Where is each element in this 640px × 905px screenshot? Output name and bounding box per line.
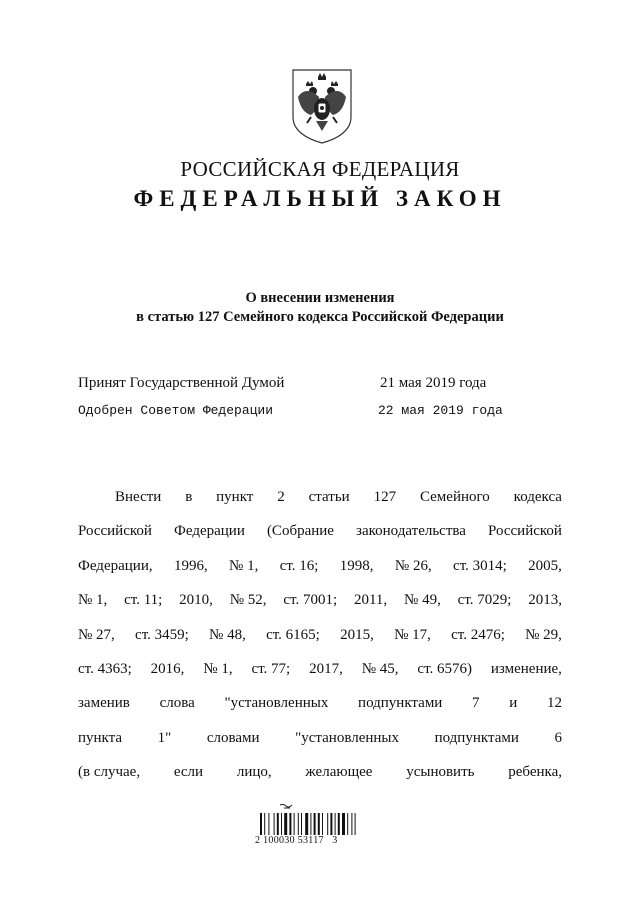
body-word: ст. 2476;	[451, 626, 505, 643]
body-word: 2010,	[179, 592, 213, 609]
body-word: пункта	[78, 729, 123, 746]
body-word: 2013,	[528, 592, 562, 609]
body-word: № 17,	[394, 626, 431, 643]
body-word: "установленных	[224, 695, 329, 712]
body-word: (в случае,	[78, 764, 141, 781]
adoption-duma-date: 21 мая 2019 года	[380, 375, 487, 391]
barcode-number: 2 100030 53117 3	[255, 835, 338, 846]
body-word: в	[185, 489, 193, 505]
body-word: № 1,	[203, 661, 233, 677]
body-word: Семейного	[419, 489, 490, 505]
body-word: 7	[472, 695, 480, 712]
body-word: № 27,	[78, 626, 115, 643]
body-word: и	[509, 695, 518, 712]
body-word: ст. 11;	[124, 592, 163, 609]
body-word: если	[173, 764, 204, 781]
body-word: ст. 7029;	[457, 592, 512, 609]
approval-council-label: Одобрен Советом Федерации	[78, 403, 274, 418]
body-word: желающее	[305, 764, 373, 781]
body-word: слова	[159, 695, 195, 712]
body-word: 2017,	[309, 661, 343, 677]
body-word: 2016,	[150, 661, 185, 677]
body-line	[78, 558, 562, 575]
law-title	[0, 289, 640, 327]
body-word: ст. 77;	[251, 661, 291, 677]
body-line	[78, 661, 562, 678]
body-word: статьи	[308, 489, 350, 505]
body-word: ст. 6576)	[417, 661, 472, 677]
law-title-line-2: в статью 127 Семейного кодекса Российской Федерации	[136, 309, 504, 325]
body-line	[78, 627, 562, 644]
body-word: заменив	[78, 695, 130, 712]
body-word: № 48,	[209, 626, 246, 643]
body-word: подпунктами	[434, 729, 519, 746]
body-word: № 49,	[404, 592, 441, 609]
body-word: ст. 4363;	[78, 661, 132, 677]
body-line	[115, 489, 562, 506]
body-word: кодекса	[513, 489, 562, 505]
body-word: 2	[277, 489, 285, 505]
body-word: 6	[554, 729, 562, 746]
body-word: "установленных	[295, 729, 399, 746]
body-line	[78, 764, 562, 781]
body-line	[78, 592, 562, 609]
body-word: № 52,	[229, 592, 267, 609]
adoption-duma-label: Принят Государственной Думой	[78, 375, 285, 391]
body-word: Российской	[78, 523, 152, 540]
body-word: ребенка,	[508, 764, 562, 781]
law-title-line-1: О внесении изменения	[245, 290, 395, 306]
body-word: ст. 3014;	[453, 557, 507, 574]
body-word: (Собрание	[266, 523, 334, 540]
body-word: ст. 6165;	[266, 626, 320, 643]
body-word: изменение,	[490, 661, 562, 677]
russian-coat-of-arms-icon	[289, 67, 355, 145]
body-word: законодательства	[356, 523, 466, 540]
body-line	[78, 695, 562, 712]
body-word: словами	[206, 729, 260, 746]
body-word: лицо,	[236, 764, 272, 781]
body-word: ст. 7001;	[283, 592, 338, 609]
body-word: пункт	[216, 489, 254, 505]
approval-council-date: 22 мая 2019 года	[378, 403, 503, 418]
body-word: Федерации,	[78, 557, 153, 574]
body-word: подпунктами	[358, 695, 443, 712]
body-word: Федерации	[174, 523, 245, 540]
body-word: Российской	[488, 523, 562, 540]
body-word: 1998,	[339, 557, 374, 574]
body-word: № 45,	[361, 661, 399, 677]
body-word: 1996,	[173, 557, 208, 574]
body-word: № 29,	[525, 626, 562, 643]
body-word: № 1,	[78, 592, 108, 609]
country-heading: РОССИЙСКАЯ ФЕДЕРАЦИЯ	[180, 157, 460, 181]
body-word: 2011,	[353, 592, 388, 609]
body-line	[78, 730, 562, 747]
body-word: 12	[546, 695, 562, 712]
body-word: ст. 16;	[279, 557, 319, 574]
body-word: 127	[373, 489, 397, 505]
body-word: № 26,	[394, 557, 432, 574]
body-word: 2015,	[340, 626, 374, 643]
body-word: Внести	[115, 489, 162, 505]
body-word: ст. 3459;	[135, 626, 189, 643]
body-line	[78, 523, 562, 540]
body-word: 2005,	[528, 557, 562, 574]
document-type-heading: ФЕДЕРАЛЬНЫЙ ЗАКОН	[133, 186, 507, 211]
body-word: № 1,	[229, 557, 259, 574]
body-word: 1"	[157, 729, 172, 746]
body-word: усыновить	[406, 764, 475, 781]
